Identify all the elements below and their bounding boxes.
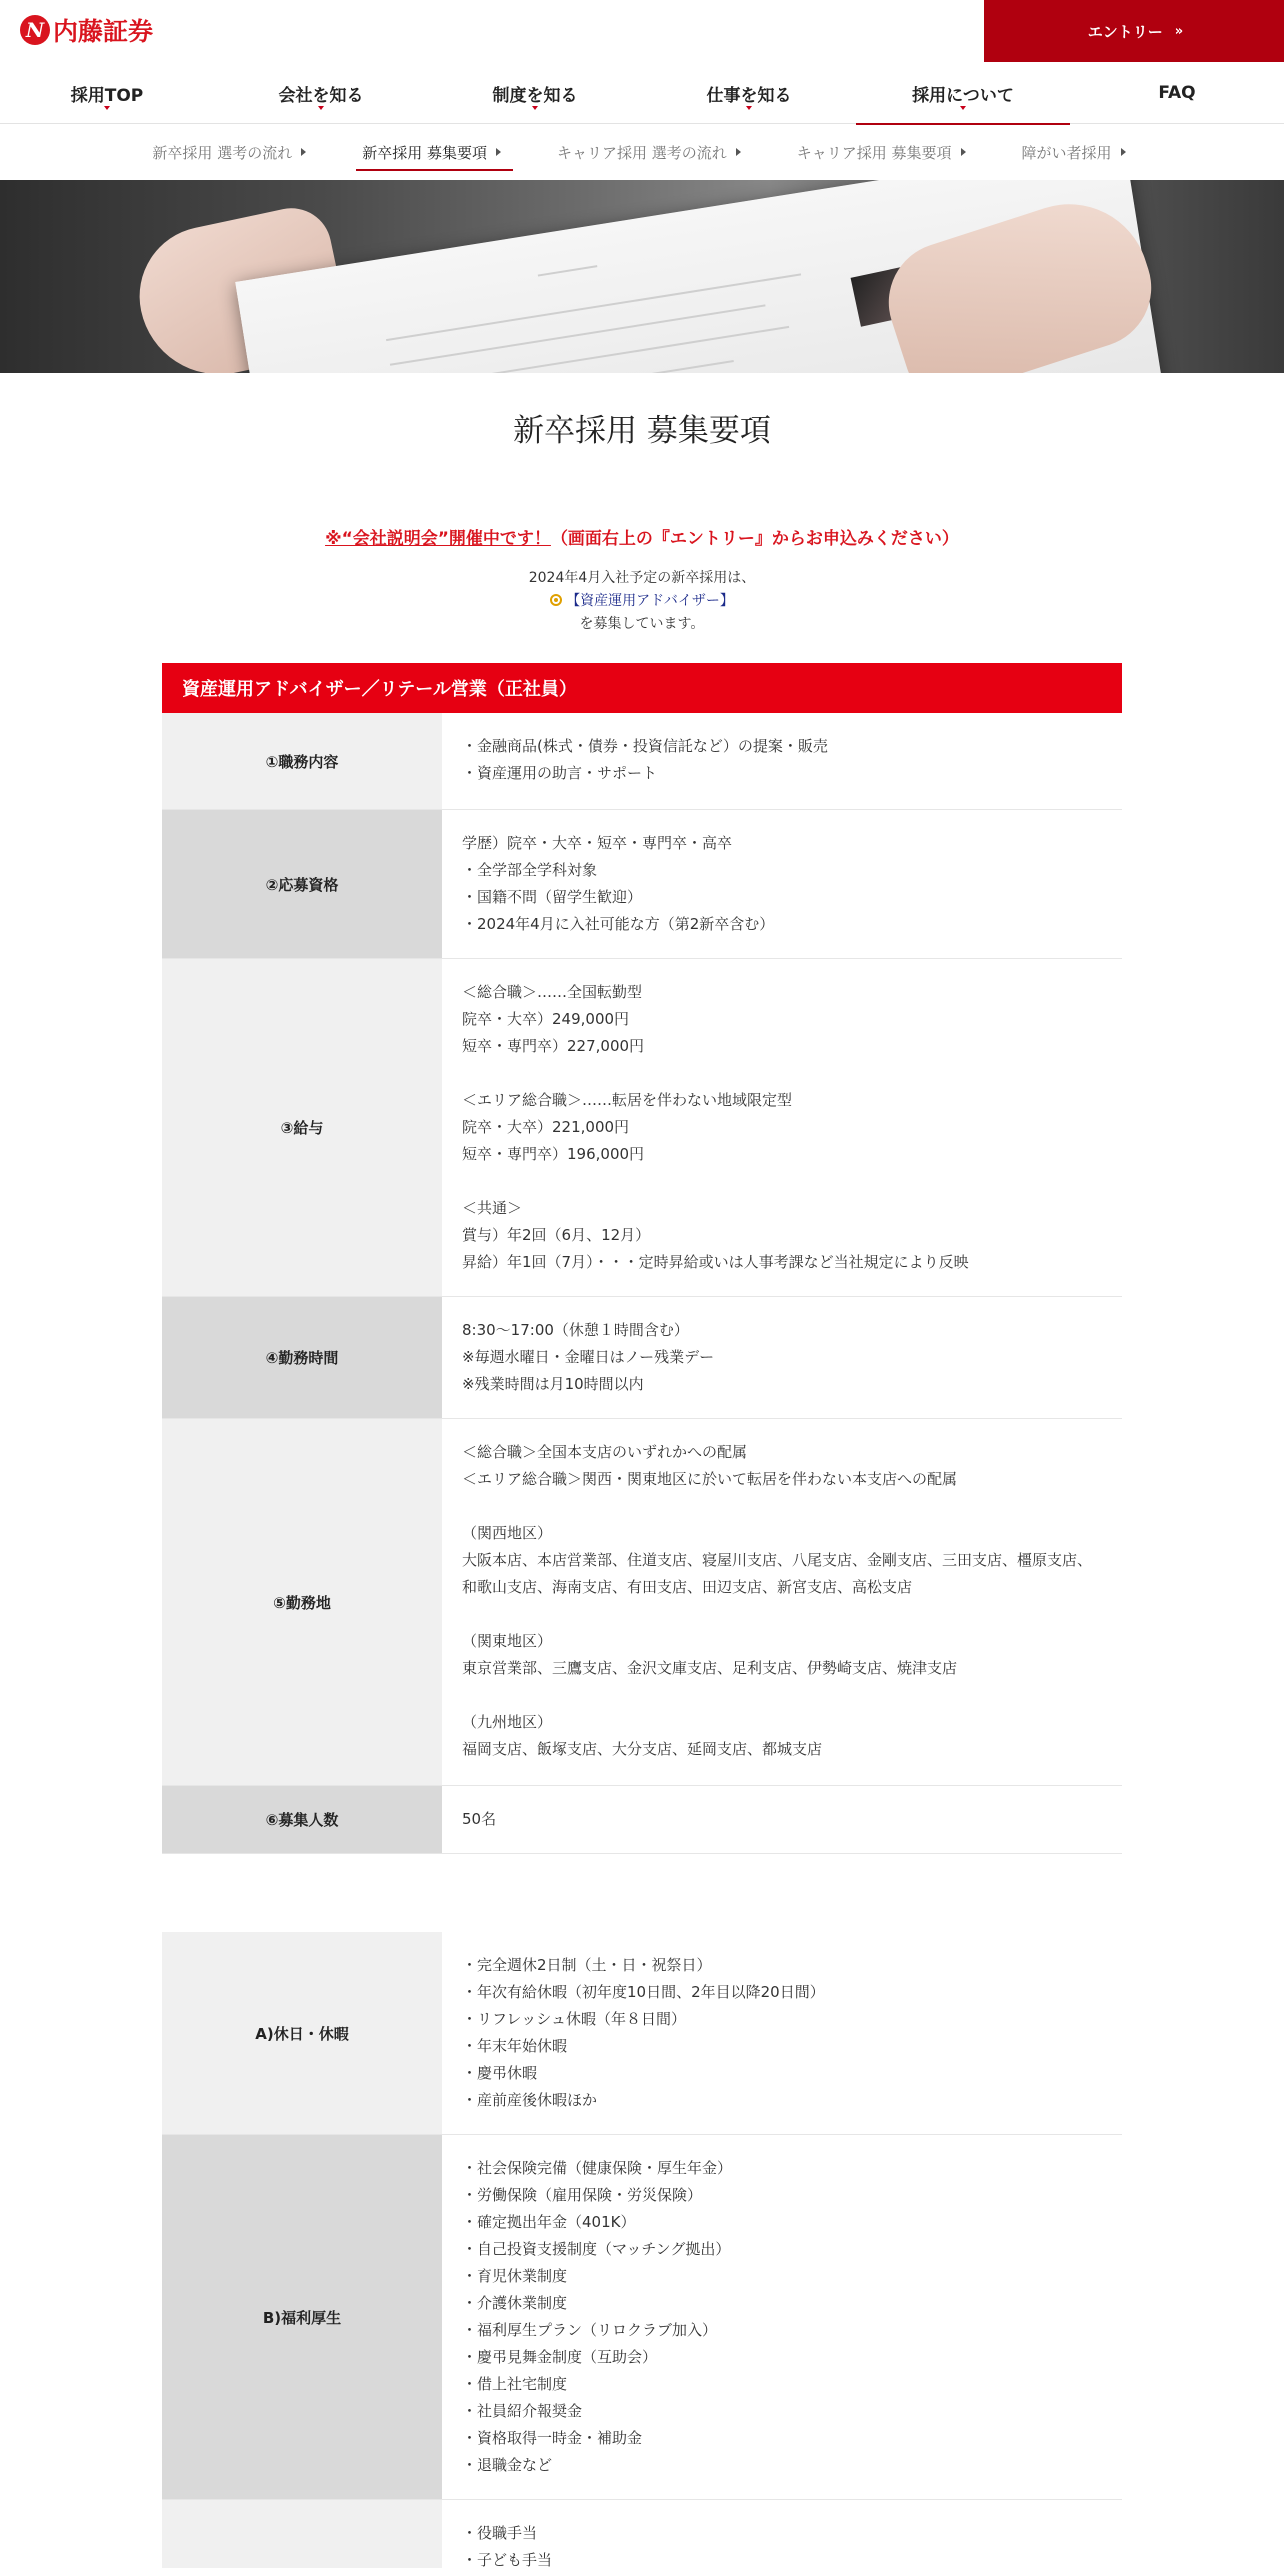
seminar-notice-link[interactable]: ※“会社説明会”開催中です！ (325, 529, 551, 549)
logo-mark-icon: N (20, 15, 50, 45)
gnav-item-system[interactable] (428, 62, 642, 124)
row-label: ⑤勤務地 (162, 1419, 442, 1785)
triangle-right-icon (1121, 148, 1126, 156)
content-line: 院卒・大卒）249,000円 (462, 1010, 630, 1028)
row-content (442, 1932, 1122, 2134)
global-nav (0, 62, 1284, 124)
content-line: ＜エリア総合職＞関西・関東地区に於いて転居を伴わない本支店への配属 (462, 1470, 958, 1488)
subnav-label: 新卒採用 募集要項 (362, 143, 487, 162)
row-content (442, 1297, 1122, 1418)
row-label: A)休日・休暇 (162, 1932, 442, 2134)
table-row (162, 810, 1122, 959)
content-line: ・自己投資支援制度（マッチング拠出） (462, 2240, 731, 2258)
content-line: （関西地区） (462, 1524, 553, 1542)
content-line: ・完全週休2日制（土・日・祝祭日） (462, 1956, 712, 1974)
content-line: （関東地区） (462, 1632, 553, 1650)
caret-down-icon (532, 106, 538, 110)
content-line: ・確定拠出年金（401K） (462, 2213, 636, 2231)
row-content (442, 2135, 1122, 2499)
gnav-label: 採用TOP (70, 85, 144, 106)
gnav-item-recruit-top[interactable] (0, 62, 214, 124)
content-line (462, 1060, 1102, 1087)
content-line: ・慶弔休暇 (462, 2064, 538, 2082)
row-content (442, 1786, 1122, 1853)
content-line: 院卒・大卒）221,000円 (462, 1118, 630, 1136)
content-line: ・借上社宅制度 (462, 2375, 568, 2393)
subnav-label: 新卒採用 選考の流れ (152, 143, 293, 162)
subnav-label: キャリア採用 募集要項 (796, 143, 952, 162)
gnav-item-company[interactable] (214, 62, 428, 124)
row-label: ⑥募集人数 (162, 1786, 442, 1853)
row-label: ③給与 (162, 959, 442, 1296)
triangle-right-icon (736, 148, 741, 156)
sub-nav (0, 125, 1284, 179)
caret-down-icon (746, 106, 752, 110)
row-content (442, 1419, 1122, 1785)
row-label: B)福利厚生 (162, 2135, 442, 2499)
gnav-label: 制度を知る (492, 85, 578, 106)
content-line: ・労働保険（雇用保険・労災保険） (462, 2186, 703, 2204)
content-line: ・役職手当 (462, 2524, 538, 2542)
caret-down-icon (104, 106, 110, 110)
content-line: ＜総合職＞全国本支店のいずれかへの配属 (462, 1443, 748, 1461)
row-label (162, 2500, 442, 2568)
content-line: ・介護休業制度 (462, 2294, 568, 2312)
entry-button-label: エントリー (1087, 22, 1163, 41)
content-line: ・社員紹介報奨金 (462, 2402, 583, 2420)
caret-down-icon (318, 106, 324, 110)
content-line: ・年末年始休暇 (462, 2037, 568, 2055)
intro-position: 【資産運用アドバイザー】 (566, 593, 734, 609)
subnav-label: キャリア採用 選考の流れ (556, 143, 727, 162)
row-label: ①職務内容 (162, 713, 442, 809)
circle-bullet-icon (550, 594, 562, 606)
subnav-label: 障がい者採用 (1021, 143, 1112, 162)
row-label: ②応募資格 (162, 810, 442, 958)
content-line: ・2024年4月に入社可能な方（第2新卒含む） (462, 915, 775, 933)
subnav-item-disability-recruit[interactable] (1016, 136, 1138, 169)
content-line (462, 1682, 1102, 1709)
logo-text: 内藤証券 (53, 17, 154, 46)
table-row (162, 959, 1122, 1297)
content-line: ・資産運用の助言・サポート (462, 764, 658, 782)
content-line: ＜エリア総合職＞……転居を伴わない地域限定型 (462, 1091, 793, 1109)
table-row (162, 1786, 1122, 1854)
content-line: ・国籍不問（留学生歓迎） (462, 888, 643, 906)
requirements-table (162, 713, 1122, 1854)
content-line: 福岡支店、飯塚支店、大分支店、延岡支店、都城支店 (462, 1740, 823, 1758)
gnav-item-work[interactable] (642, 62, 856, 124)
gnav-label: FAQ (1158, 83, 1196, 103)
site-header (0, 0, 1284, 62)
gnav-label: 仕事を知る (706, 85, 792, 106)
content-line: ・全学部全学科対象 (462, 861, 598, 879)
content-line: （九州地区） (462, 1713, 553, 1731)
recruit-intro (0, 567, 1284, 636)
double-chevron-right-icon: » (1174, 23, 1181, 39)
content-line: 短卒・専門卒）196,000円 (462, 1145, 645, 1163)
triangle-right-icon (496, 148, 501, 156)
content-line: ・年次有給休暇（初年度10日間、2年目以降20日間） (462, 1983, 825, 2001)
seminar-notice-text: （画面右上の『エントリー』からお申込みください） (550, 529, 959, 549)
intro-position-line (0, 590, 1284, 613)
content-line (462, 1168, 1102, 1195)
subnav-item-career-requirements[interactable] (791, 136, 978, 169)
intro-line-3: を募集しています。 (579, 616, 705, 632)
content-line: ・慶弔見舞金制度（互助会） (462, 2348, 658, 2366)
row-content (442, 810, 1122, 958)
intro-line-1: 2024年4月入社予定の新卒採用は、 (528, 570, 756, 586)
gnav-label: 採用について (912, 85, 1014, 106)
table-row (162, 713, 1122, 810)
subnav-item-new-grad-flow[interactable] (146, 136, 318, 169)
content-line: 50名 (462, 1810, 497, 1828)
row-label: ④勤務時間 (162, 1297, 442, 1418)
content-line: ＜総合職＞……全国転勤型 (462, 983, 643, 1001)
table-row (162, 1297, 1122, 1419)
gnav-label: 会社を知る (278, 85, 364, 106)
row-content (442, 713, 1122, 809)
content-line: 学歴）院卒・大卒・短卒・専門卒・高卒 (462, 834, 733, 852)
content-line: 賞与）年2回（6月、12月） (462, 1226, 651, 1244)
row-content (442, 2500, 1122, 2568)
table-row (162, 2500, 1122, 2568)
content-line: ・資格取得一時金・補助金 (462, 2429, 643, 2447)
seminar-notice (0, 524, 1284, 549)
content-line: ・社会保険完備（健康保険・厚生年金） (462, 2159, 733, 2177)
content-line: ・子ども手当 (462, 2551, 553, 2568)
page-title: 新卒採用 募集要項 (513, 413, 771, 449)
content-line: 東京営業部、三鷹支店、金沢文庫支店、足利支店、伊勢崎支店、焼津支店 (462, 1659, 958, 1677)
content-line: 短卒・専門卒）227,000円 (462, 1037, 645, 1055)
content-line: ＜共通＞ (462, 1199, 523, 1217)
table-row (162, 1932, 1122, 2135)
content-line: ※毎週水曜日・金曜日はノー残業デー (462, 1348, 715, 1366)
triangle-right-icon (301, 148, 306, 156)
content-line: ・育児休業制度 (462, 2267, 568, 2285)
subnav-item-new-grad-requirements[interactable] (356, 136, 513, 169)
gnav-item-about-recruit[interactable] (856, 62, 1070, 124)
content-line: ・金融商品(株式・債券・投資信託など）の提案・販売 (462, 737, 828, 755)
content-line (462, 1493, 1102, 1520)
table-row (162, 2135, 1122, 2500)
table-row (162, 1419, 1122, 1786)
benefits-table (162, 1932, 1122, 2568)
content-line: ・福利厚生プラン（リロクラブ加入） (462, 2321, 718, 2339)
content-line: ※残業時間は月10時間以内 (462, 1375, 644, 1393)
content-line (462, 1601, 1102, 1628)
content-line: ・リフレッシュ休暇（年８日間） (462, 2010, 686, 2028)
content-line: 昇給）年1回（7月）・・・定時昇給或いは人事考課など当社規定により反映 (462, 1253, 969, 1271)
hero-image (0, 180, 1284, 373)
content-line: 大阪本店、本店営業部、住道支店、寝屋川支店、八尾支店、金剛支店、三田支店、橿原支店、和歌山支店、海南支店、有田支店、田辺支店、新宮支店、高松支店 (462, 1551, 1093, 1596)
triangle-right-icon (961, 148, 966, 156)
gnav-item-faq[interactable] (1070, 62, 1284, 124)
caret-down-icon (960, 106, 966, 110)
section-heading: 資産運用アドバイザー／リテール営業（正社員） (162, 663, 1122, 713)
content-line: ・産前産後休暇ほか (462, 2091, 598, 2109)
content-line: 8:30～17:00（休憩１時間含む） (462, 1321, 689, 1339)
entry-button[interactable] (984, 0, 1284, 62)
content-line: ・退職金など (462, 2456, 553, 2474)
company-logo[interactable] (20, 12, 153, 48)
subnav-item-career-flow[interactable] (551, 136, 753, 169)
row-content (442, 959, 1122, 1296)
